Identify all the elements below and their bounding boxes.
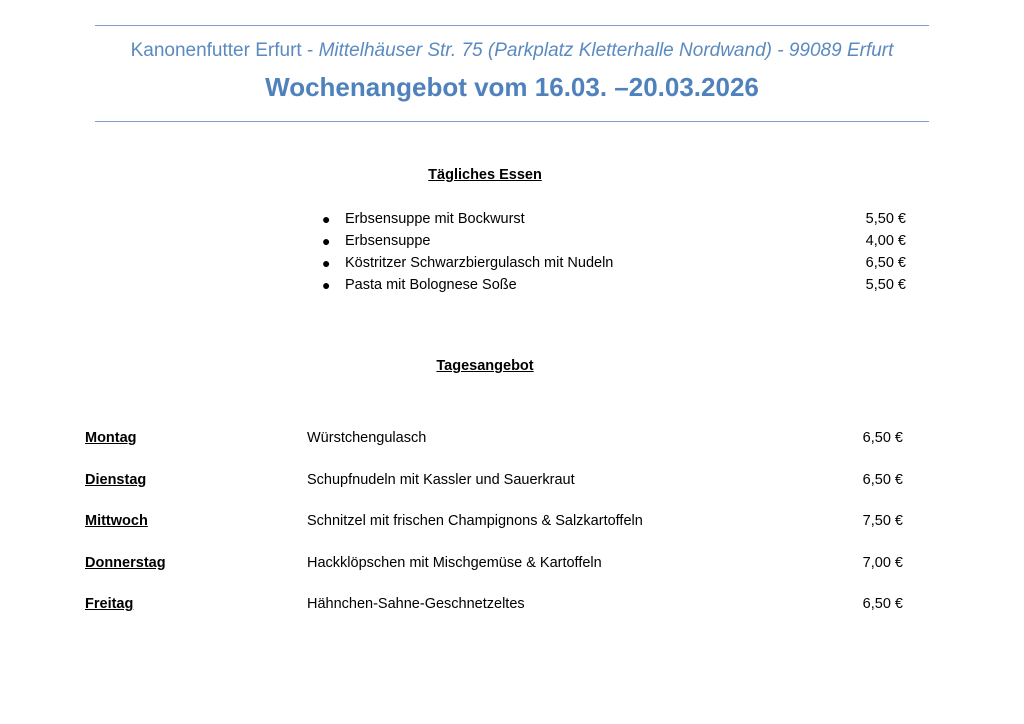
company-address: Mittelhäuser Str. 75 (Parkplatz Kletterhalle Nordwand) - 99089 Erfurt [318,40,894,61]
weekday-label: Montag [85,430,137,446]
page-title: Wochenangebot vom 16.03. –20.03.2026 [265,72,759,102]
weekday-dish: Schupfnudeln mit Kassler und Sauerkraut [307,471,575,488]
weekday-price: 6,50 € [862,596,903,613]
bullet-icon: ● [322,233,331,249]
bullet-icon: ● [322,211,331,227]
bullet-icon: ● [322,277,331,293]
weekday-dish: Hackklöpschen mit Mischgemüse & Kartoffeln [307,554,602,571]
weekly-offer-table [85,428,903,636]
header-address-line [0,40,1024,62]
company-name: Kanonenfutter Erfurt - [130,40,319,61]
daily-menu-heading: Tägliches Essen [428,167,542,183]
daily-item-name: Erbsensuppe mit Bockwurst [345,211,525,227]
daily-item-price: 4,00 € [865,233,906,249]
weekday-row-thursday [85,553,903,595]
weekday-label: Mittwoch [85,513,148,530]
daily-menu-item [322,252,906,274]
weekday-price: 7,00 € [862,554,903,571]
daily-menu-item [322,230,906,252]
weekday-dish: Schnitzel mit frischen Champignons & Salzkartoffeln [307,513,643,530]
weekday-label: Dienstag [85,471,147,488]
daily-item-name: Köstritzer Schwarzbiergulasch mit Nudeln [345,255,614,271]
weekday-row-wednesday [85,511,903,553]
daily-offer-heading: Tagesangebot [436,358,534,374]
weekday-price: 6,50 € [862,430,903,446]
weekday-price: 6,50 € [862,471,903,488]
header-top-rule [95,25,929,26]
daily-item-price: 6,50 € [865,255,906,271]
bullet-icon: ● [322,255,331,271]
weekday-label: Freitag [85,596,134,613]
weekday-price: 7,50 € [862,513,903,530]
daily-item-name: Erbsensuppe [345,233,431,249]
daily-menu-item [322,208,906,230]
weekday-row-tuesday [85,470,903,512]
weekday-label: Donnerstag [85,554,166,571]
daily-menu-item [322,274,906,296]
daily-item-price: 5,50 € [865,277,906,293]
daily-menu-list [322,208,906,296]
weekday-row-friday [85,594,903,636]
weekday-row-monday [85,428,903,470]
weekday-dish: Würstchengulasch [307,430,427,446]
daily-item-price: 5,50 € [865,211,906,227]
weekday-dish: Hähnchen-Sahne-Geschnetzeltes [307,596,525,613]
header-bottom-rule [95,121,929,122]
daily-item-name: Pasta mit Bolognese Soße [345,277,517,293]
